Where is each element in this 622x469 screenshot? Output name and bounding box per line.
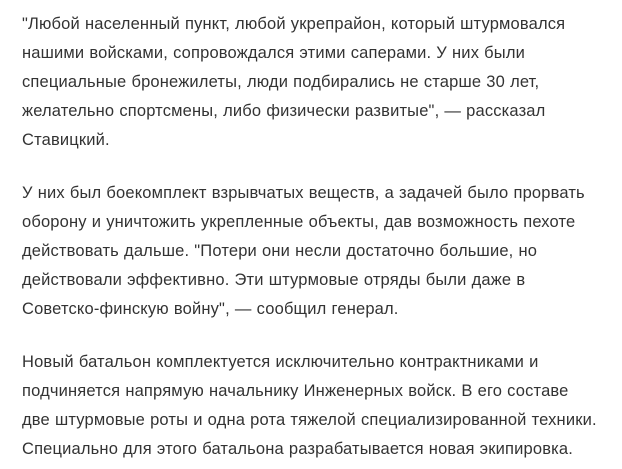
article-paragraph: Новый батальон комплектуется исключительно контрактниками и подчиняется напрямую начальнику Инженерных войск. В его составе две штурмовые роты и одна рота тяжелой специализированной техники. Специально для этого батальона разрабатывается новая экипировка. [22,353,597,458]
article-paragraph: "Любой населенный пункт, любой укрепрайон, который штурмовался нашими войсками, сопровождался этими саперами. У них были специальные бронежилеты, люди подбирались не старше 30 лет, желательно спортсмены, либо физически развитые", — рассказал Ставицкий. [22,15,566,149]
article-paragraph: У них был боекомплект взрывчатых веществ, а задачей было прорвать оборону и уничтожить укрепленные объекты, дав возможность пехоте действовать дальше. "Потери они несли достаточно большие, но действовали эффективно. Эти штурмовые отряды были даже в Советско-финскую войну", — сообщил генерал. [22,184,585,318]
